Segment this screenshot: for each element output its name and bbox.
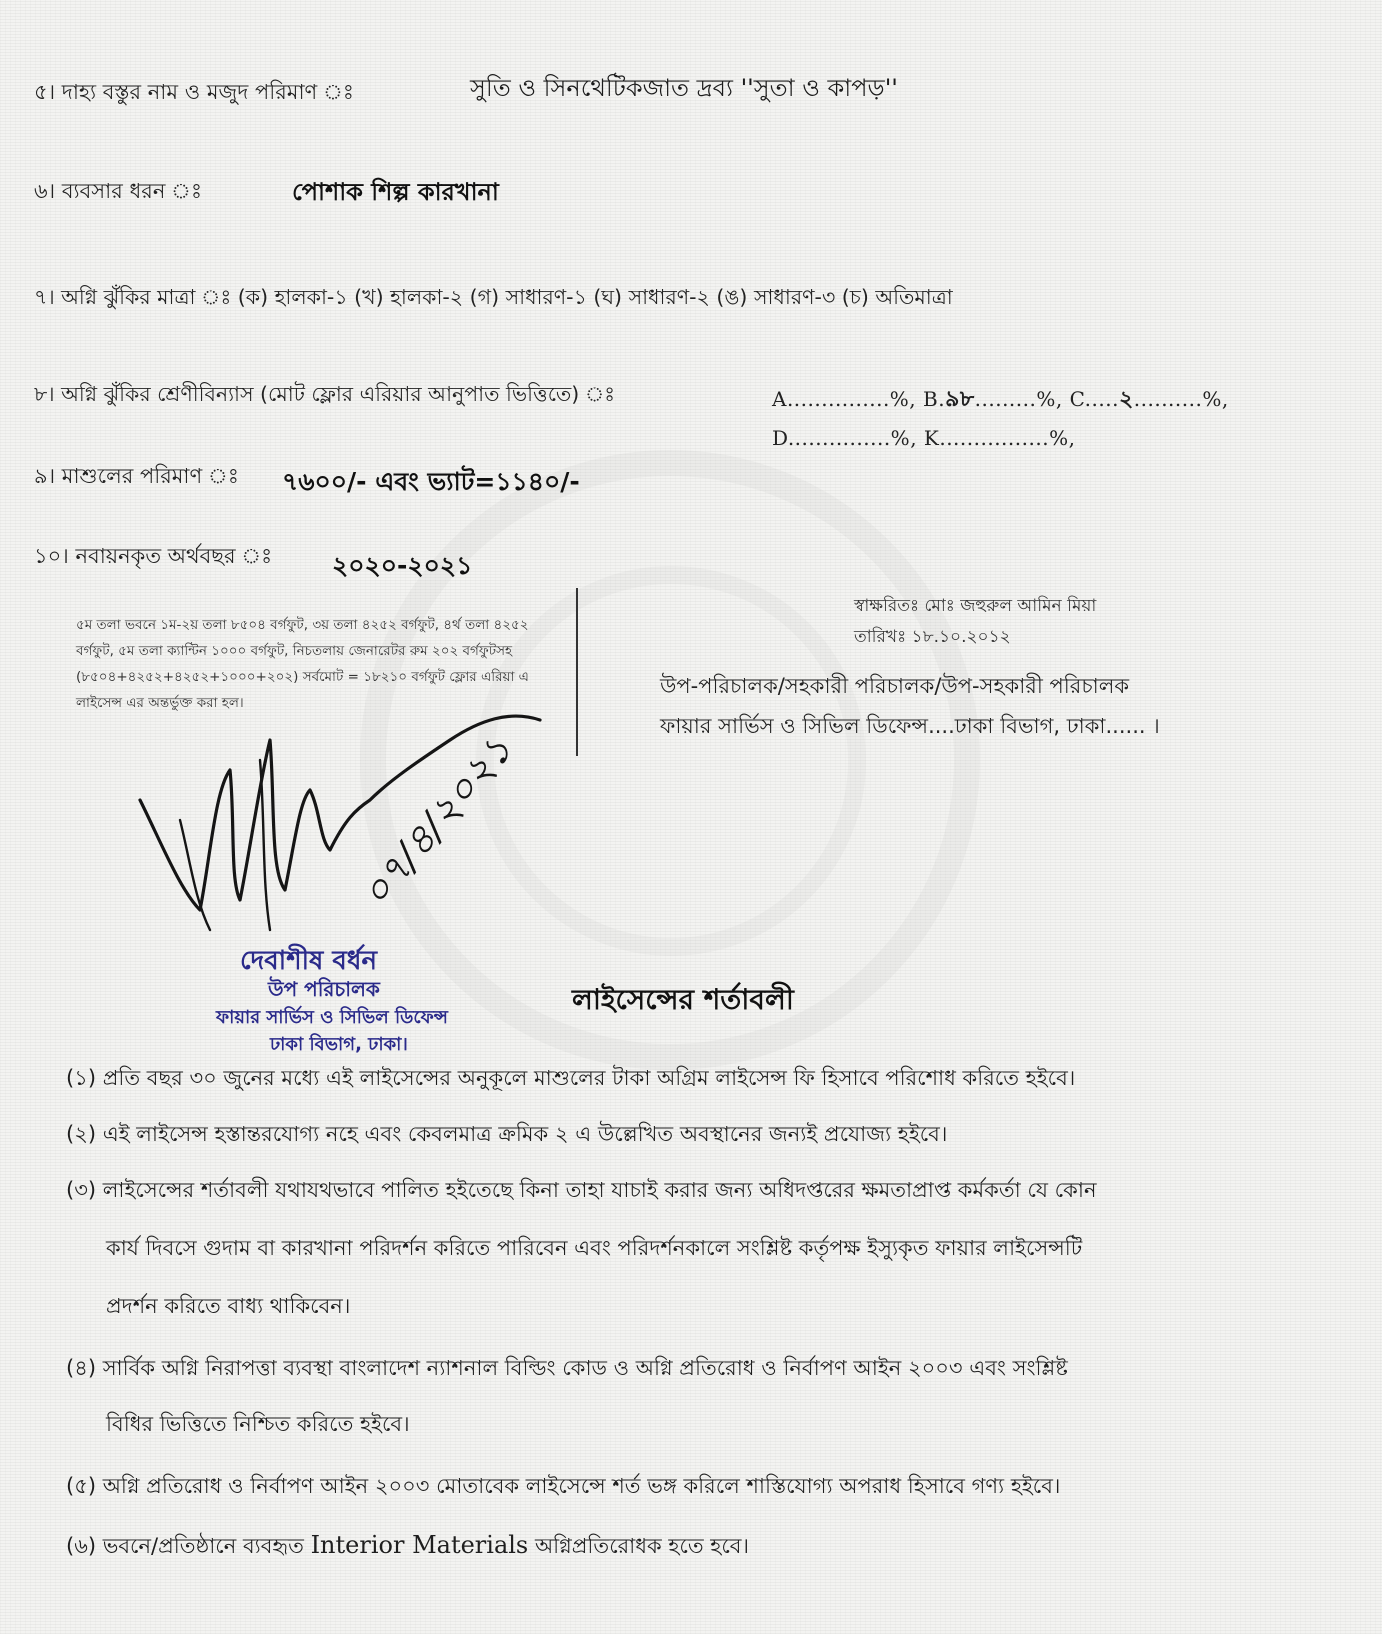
item-7-text: ৭। অগ্নি ঝুঁকির মাত্রা ঃ (ক) হালকা-১ (খ) হালকা-২ (গ) সাধারণ-১ (ঘ) সাধারণ-২ (ঙ) সাধারণ-৩ (চ) অতিমাত্রা	[34, 285, 953, 309]
item-5-label: ৫। দাহ্য বস্তুর নাম ও মজুদ পরিমাণ ঃ	[34, 80, 354, 104]
floor-area-note: ৫ম তলা ভবনে ১ম-২য় তলা ৮৫০৪ বর্গফুট, ৩য় তলা ৪২৫২ বর্গফুট, ৪র্থ তলা ৪২৫২ বর্গফুট, ৫ম তলা ক্যান্টিন ১০০০ বর্গফুট, নিচতলায় জেনারেটর রুম ২০২ বর্গফুটসহ (৮৫০৪+৪২৫২+৪২৫২+১০০০+২০২) সর্বমোট = ১৮২১০ বর্গফুট ফ্লোর এরিয়া এ লাইসেন্স এর অন্তর্ভুক্ত করা হল।	[76, 617, 529, 711]
officer-dept-line	[660, 710, 1160, 745]
officer-dept-dots-2: ...... ।	[1105, 714, 1160, 738]
handwritten-signature	[120, 700, 560, 960]
item-5-value: সুতি ও সিনথেটিকজাত দ্রব্য ''সুতা ও কাপড়''	[470, 74, 898, 102]
officer-division: ঢাকা বিভাগ, ঢাকা	[954, 714, 1106, 738]
item-8-label: ৮। অগ্নি ঝুঁকির শ্রেণীবিন্যাস (মোট ফ্লোর এরিয়ার আনুপাত ভিত্তিতে) ঃ	[34, 382, 616, 406]
sign-date: তারিখঃ ১৮.১০.২০১২	[854, 627, 1011, 647]
officer-title: উপ-পরিচালক/সহকারী পরিচালক/উপ-সহকারী পরিচালক	[660, 674, 1130, 698]
officer-dept: ফায়ার সার্ভিস ও সিভিল ডিফেন্স	[660, 714, 929, 738]
signature-date: ০৭/৪/২০২১	[352, 726, 522, 917]
item-8-b-value: ৯৮	[945, 387, 975, 412]
item-8-c-end: ..........%,	[1133, 387, 1229, 411]
condition-6-prefix: (৬) ভবনে/প্রতিষ্ঠানে ব্যবহৃত	[66, 1534, 304, 1558]
item-10-value: ২০২০-২০২১	[332, 551, 473, 580]
vertical-divider	[576, 588, 578, 756]
stamp-division: ঢাকা বিভাগ, ঢাকা।	[270, 1034, 408, 1055]
conditions-title: লাইসেন্সের শর্তাবলী	[572, 983, 794, 1016]
item-8-line-2: D...............%, K................%,	[772, 426, 1076, 450]
item-9-value: ৭৬০০/- এবং ভ্যাট=১১৪০/-	[282, 467, 580, 496]
condition-4: (৪) সার্বিক অগ্নি নিরাপত্তা ব্যবস্থা বাংলাদেশ ন্যাশনাল বিল্ডিং কোড ও অগ্নি প্রতিরোধ ও নির্বাপণ আইন ২০০৩ এবং সংশ্লিষ্ট	[66, 1356, 1068, 1380]
stamp-title: উপ পরিচালক	[268, 977, 380, 1001]
condition-2: (২) এই লাইসেন্স হস্তান্তরযোগ্য নহে এবং কেবলমাত্র ক্রমিক ২ এ উল্লেখিত অবস্থানের জন্যই প্রযোজ্য হইবে।	[66, 1122, 948, 1146]
condition-6-english: Interior Materials	[310, 1531, 529, 1559]
item-6-label: ৬। ব্যবসার ধরন ঃ	[34, 179, 203, 203]
item-8-b-c: .........%, C.....	[974, 387, 1119, 411]
item-6-value: পোশাক শিল্প কারখানা	[292, 178, 499, 206]
condition-1: (১) প্রতি বছর ৩০ জুনের মধ্যে এই লাইসেন্সের অনুকূলে মাশুলের টাকা অগ্রিম লাইসেন্স ফি হিসাবে পরিশোধ করিতে হইবে।	[66, 1066, 1076, 1090]
condition-3-line-2: কার্য দিবসে গুদাম বা কারখানা পরিদর্শন করিতে পারিবেন এবং পরিদর্শনকালে সংশ্লিষ্ট কর্তৃপক্ষ ইস্যুকৃত ফায়ার লাইসেন্সটি	[106, 1236, 1083, 1260]
condition-6-suffix: অগ্নিপ্রতিরোধক হতে হবে।	[534, 1534, 749, 1558]
condition-6	[66, 1530, 749, 1565]
condition-3-line-3: প্রদর্শন করিতে বাধ্য থাকিবেন।	[106, 1294, 351, 1318]
stamp-dept: ফায়ার সার্ভিস ও সিভিল ডিফেন্স	[216, 1007, 448, 1028]
item-8-c-value: ২	[1118, 387, 1134, 412]
stamp-name: দেবাশীষ বর্ধন	[240, 946, 377, 976]
condition-5: (৫) অগ্নি প্রতিরোধ ও নির্বাপণ আইন ২০০৩ মোতাবেক লাইসেন্সে শর্ত ভঙ্গ করিলে শাস্তিযোগ্য অপরাধ হিসাবে গণ্য হইবে।	[66, 1474, 1061, 1498]
item-10-label: ১০। নবায়নকৃত অর্থবছর ঃ	[34, 544, 273, 568]
officer-dept-dots-1: ....	[928, 714, 955, 738]
signed-by: স্বাক্ষরিতঃ মোঃ জহুরুল আমিন মিয়া	[854, 596, 1097, 616]
condition-4-line-2: বিধির ভিত্তিতে নিশ্চিত করিতে হইবে।	[106, 1412, 410, 1436]
item-8-a-b: A...............%, B.	[772, 387, 946, 411]
condition-3: (৩) লাইসেন্সের শর্তাবলী যথাযথভাবে পালিত হইতেছে কিনা তাহা যাচাই করার জন্য অধিদপ্তরের ক্ষমতাপ্রাপ্ত কর্মকর্তা যে কোন	[66, 1178, 1097, 1202]
item-9-label: ৯। মাশুলের পরিমাণ ঃ	[34, 464, 239, 488]
item-8-line-1	[772, 382, 1229, 419]
